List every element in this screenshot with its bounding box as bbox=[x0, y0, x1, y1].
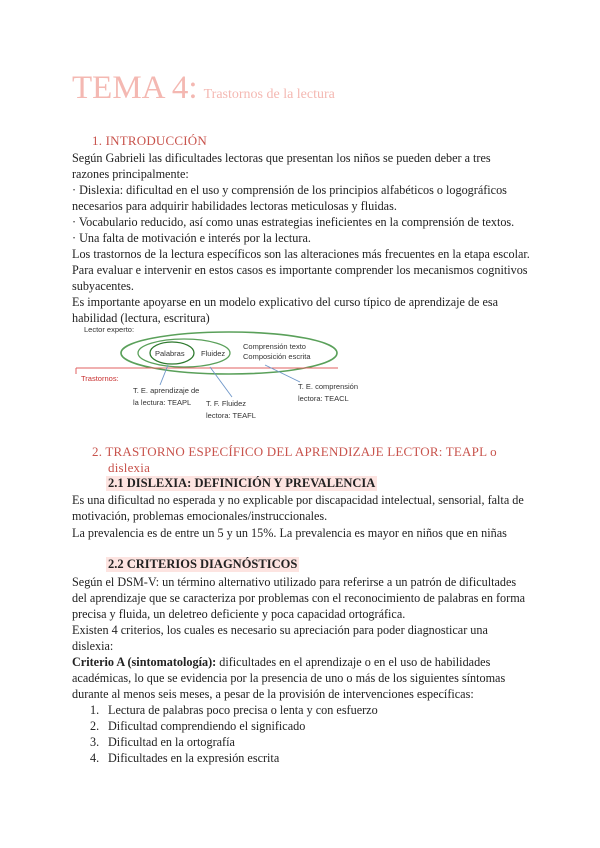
criterio-a-line: académicas, lo que se evidencia por la presencia de uno o más de los siguientes síntomas bbox=[72, 671, 506, 685]
intro-line: · Vocabulario reducido, así como unas estrategias ineficientes en la comprensión de textos. bbox=[72, 215, 515, 229]
intro-line: Es importante apoyarse en un modelo explicativo del curso típico de aprendizaje de esa bbox=[72, 295, 499, 309]
section2-heading-cont: dislexia bbox=[108, 460, 151, 475]
teafl-line2: lectora: TEAFL bbox=[206, 411, 256, 420]
dsm-line: del aprendizaje que se caracteriza por problemas con el reconocimiento de palabras en forma bbox=[72, 591, 526, 605]
teacl-line1: T. E. comprensión bbox=[298, 382, 359, 391]
list-item-number: 3. bbox=[90, 735, 100, 749]
disorders-label: Trastornos: bbox=[81, 374, 119, 383]
teafl-line1: T. F. Fluidez bbox=[206, 399, 247, 408]
list-item: Lectura de palabras poco precisa o lenta y con esfuerzo bbox=[108, 703, 378, 717]
intro-line: Para evaluar e intervenir en estos casos es importante comprender los mecanismos cognitivos bbox=[72, 263, 528, 277]
subsection-2-1-heading: 2.1 DISLEXIA: DEFINICIÓN Y PREVALENCIA bbox=[108, 476, 376, 490]
criteria-intro-line: dislexia: bbox=[72, 639, 114, 653]
list-item-number: 2. bbox=[90, 719, 100, 733]
criteria-intro-line: Existen 4 criterios, los cuales es necesario su apreciación para poder diagnosticar una bbox=[72, 623, 488, 637]
section1-heading: 1. INTRODUCCIÓN bbox=[92, 133, 207, 148]
intro-line: · Una falta de motivación e interés por la lectura. bbox=[72, 231, 311, 245]
list-item: Dificultad comprendiendo el significado bbox=[108, 719, 306, 733]
comp-line2: Composición escrita bbox=[243, 352, 311, 361]
teapl-line1: T. E. aprendizaje de bbox=[133, 386, 200, 395]
intro-line: Los trastornos de la lectura específicos son las alteraciones más frecuentes en la etapa escolar. bbox=[72, 247, 530, 261]
connector-teafl bbox=[210, 367, 232, 397]
dyslexia-definition-line: motivación, problemas emocionales/instruccionales. bbox=[72, 509, 328, 523]
intro-line: razones principalmente: bbox=[72, 167, 189, 181]
dsm-line: precisa y fluida, un deletreo deficiente y poca capacidad ortográfica. bbox=[72, 607, 406, 621]
section2-heading: 2. TRASTORNO ESPECÍFICO DEL APRENDIZAJE LECTOR: TEAPL o bbox=[92, 444, 497, 459]
intro-line: · Dislexia: dificultad en el uso y comprensión de los principios alfabéticos o logográficos bbox=[72, 183, 507, 197]
list-item: Dificultad en la ortografía bbox=[108, 735, 235, 749]
title-main: TEMA 4: bbox=[72, 70, 198, 106]
dsm-line: Según el DSM-V: un término alternativo utilizado para referirse a un patrón de dificultades bbox=[72, 575, 517, 589]
list-item-number: 4. bbox=[90, 751, 100, 765]
dyslexia-definition-line: Es una dificultad no esperada y no explicable por discapacidad intelectual, sensorial, falta de bbox=[72, 493, 524, 507]
intro-line: Según Gabrieli las dificultades lectoras que presentan los niños se pueden deber a tres bbox=[72, 151, 491, 165]
dyslexia-prevalence-line: La prevalencia es de entre un 5 y un 15%. La prevalencia es mayor en niños que en niñas bbox=[72, 526, 507, 540]
teapl-line2: la lectura: TEAPL bbox=[133, 398, 192, 407]
node-words: Palabras bbox=[155, 349, 185, 358]
node-fluency: Fluidez bbox=[201, 349, 226, 358]
criterio-a-line: durante al menos seis meses, a pesar de la provisión de intervenciones específicas: bbox=[72, 687, 474, 701]
subsection-2-2-heading: 2.2 CRITERIOS DIAGNÓSTICOS bbox=[108, 557, 298, 571]
criterio-a-label: Criterio A (sintomatología): bbox=[72, 655, 217, 669]
expert-label: Lector experto: bbox=[84, 325, 135, 334]
comp-line1: Comprensión texto bbox=[243, 342, 306, 351]
intro-line: necesarios para adquirir habilidades lectoras meticulosas y fluidas. bbox=[72, 199, 397, 213]
intro-line: subyacentes. bbox=[72, 279, 134, 293]
criterio-a-text: dificultades en el aprendizaje o en el uso de habilidades bbox=[216, 655, 491, 669]
intro-line: habilidad (lectura, escritura) bbox=[72, 311, 210, 325]
list-item-number: 1. bbox=[90, 703, 100, 717]
teacl-line2: lectora: TEACL bbox=[298, 394, 349, 403]
title-subtitle: Trastornos de la lectura bbox=[203, 87, 335, 102]
list-item: Dificultades en la expresión escrita bbox=[108, 751, 280, 765]
criterio-a-line bbox=[72, 654, 490, 670]
